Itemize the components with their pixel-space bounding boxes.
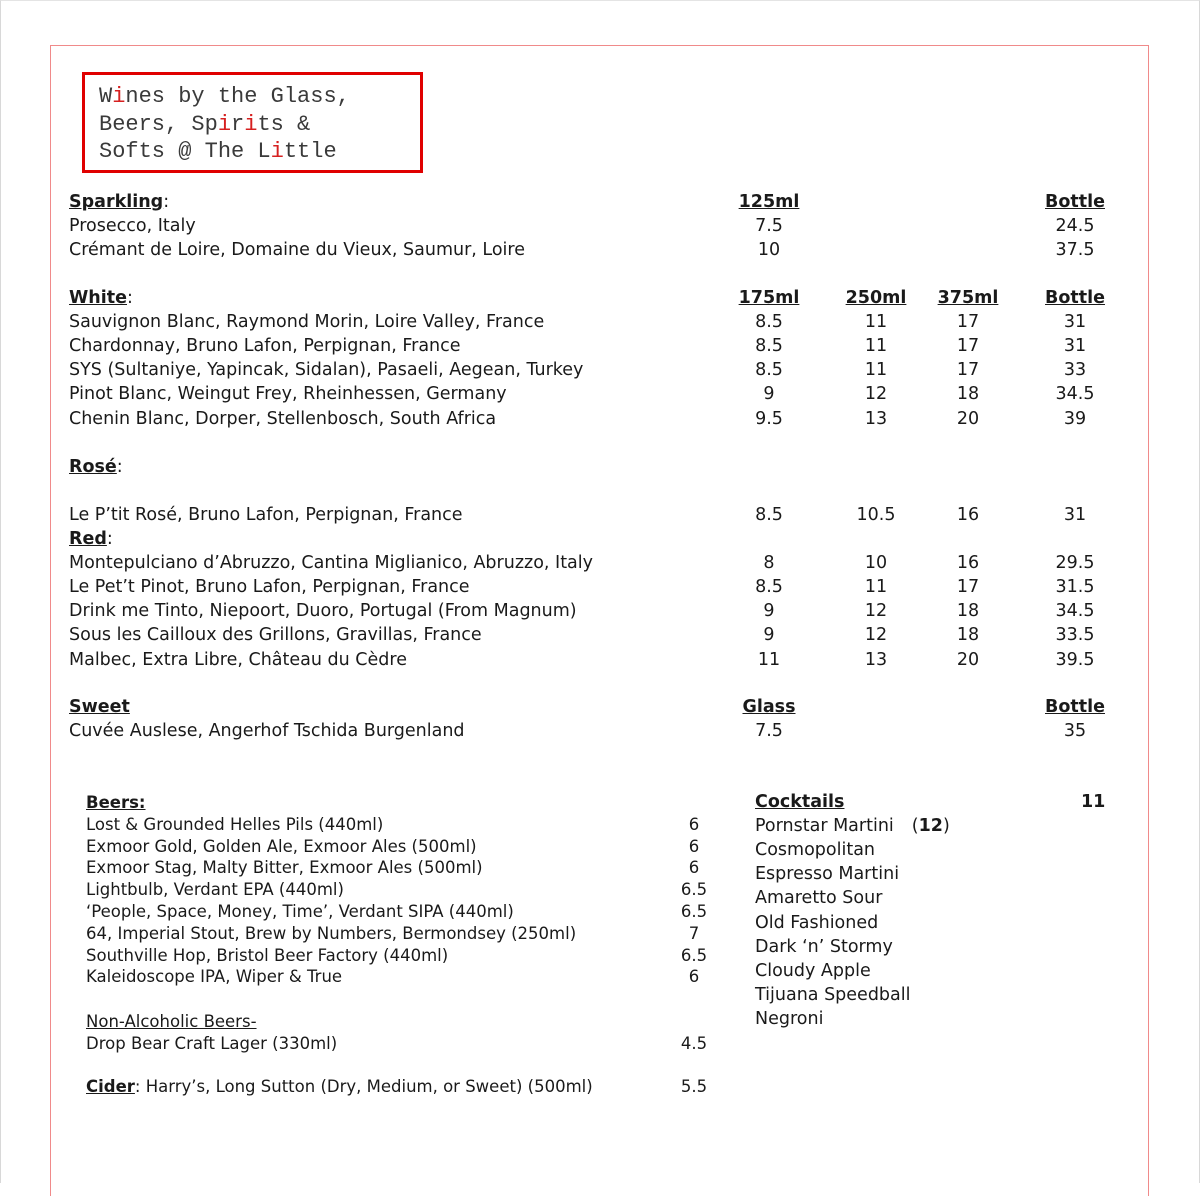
section-header-row	[0, 286, 1200, 310]
wine-row	[0, 310, 1200, 334]
wine-price: 8.5	[755, 360, 783, 381]
section-heading: Sparkling :	[69, 192, 170, 212]
cocktail-row	[755, 983, 910, 1007]
wine-price: 7.5	[755, 721, 783, 742]
column-header: Bottle	[1045, 192, 1105, 212]
title-red-letter: i	[270, 139, 284, 164]
heading-colon: :	[163, 192, 170, 212]
heading-colon: :	[106, 529, 113, 549]
title-red-letter: i	[112, 84, 126, 109]
beer-price: 6.5	[680, 902, 708, 921]
wine-price: 7.5	[755, 216, 783, 237]
wine-price: 39	[1063, 408, 1087, 429]
cocktail-row	[755, 886, 882, 910]
cocktail-name: Cosmopolitan	[755, 840, 876, 861]
beer-price: 7	[688, 923, 700, 943]
beer-price: 6	[688, 967, 700, 987]
beer-name: 64, Imperial Stout, Brew by Numbers, Bermondsey (250ml)	[86, 923, 577, 943]
section-header-row	[0, 190, 1200, 214]
column-header: Bottle	[1045, 288, 1105, 308]
wine-row	[0, 623, 1200, 647]
wine-name: Pinot Blanc, Weingut Frey, Rheinhessen, Germany	[69, 384, 507, 405]
wine-price: 11	[757, 649, 781, 670]
cocktail-extra-price: (12)	[911, 816, 950, 837]
wine-price: 12	[864, 384, 888, 405]
wine-price: 18	[956, 601, 980, 622]
cider-line	[86, 1076, 593, 1098]
cocktails-price: 11	[1081, 792, 1106, 812]
cocktail-extra-value: 12	[918, 816, 943, 837]
cocktail-name: Old Fashioned	[755, 912, 879, 933]
wine-price: 17	[956, 336, 980, 357]
cocktail-name: Cloudy Apple	[755, 960, 871, 981]
title-red-letter: i	[244, 111, 258, 137]
beer-price: 4.5	[680, 1033, 708, 1053]
wine-name: Chardonnay, Bruno Lafon, Perpignan, France	[69, 336, 461, 357]
wine-row	[0, 382, 1200, 406]
cocktail-row	[755, 1007, 823, 1031]
wine-price: 31	[1063, 312, 1087, 333]
beer-price: 6	[688, 836, 700, 856]
wine-name: Malbec, Extra Libre, Château du Cèdre	[69, 649, 407, 670]
wine-row	[0, 334, 1200, 358]
wine-price: 9	[763, 601, 775, 622]
wine-price: 8.5	[755, 505, 783, 526]
cider-text: : Harry’s, Long Sutton (Dry, Medium, or Sweet) (500ml)	[134, 1077, 593, 1096]
wine-price: 31	[1063, 505, 1087, 526]
wine-price: 17	[956, 312, 980, 333]
section-heading: Rosé :	[69, 457, 123, 477]
beers-heading: Beers:	[86, 793, 146, 812]
beer-name: ‘People, Space, Money, Time’, Verdant SIPA (440ml)	[86, 902, 514, 921]
wine-price: 8	[763, 553, 775, 574]
beer-price: 6.5	[680, 945, 708, 965]
cocktail-name: Pornstar Martini	[755, 816, 894, 837]
wine-price: 16	[956, 553, 980, 574]
wine-price: 10	[757, 240, 781, 261]
wine-price: 34.5	[1055, 384, 1095, 405]
wine-row	[0, 358, 1200, 382]
beer-name: Lost & Grounded Helles Pils (440ml)	[86, 814, 384, 834]
non-alcoholic-heading: Non-Alcoholic Beers-	[86, 1012, 257, 1031]
cocktails-heading: Cocktails	[755, 792, 845, 812]
wine-price: 16	[956, 505, 980, 526]
cocktail-name: Amaretto Sour	[755, 888, 883, 909]
cocktail-name: Negroni	[755, 1008, 824, 1029]
beer-name: Exmoor Gold, Golden Ale, Exmoor Ales (500ml)	[86, 836, 477, 856]
column-header: Glass	[742, 697, 796, 717]
beer-price: 6.5	[680, 880, 708, 900]
title-red-letter: i	[217, 111, 232, 137]
column-header: 250ml	[845, 288, 907, 308]
wine-price: 20	[956, 649, 980, 670]
section-heading: Sweet	[69, 697, 130, 717]
wine-price: 9	[763, 625, 775, 646]
cocktail-row	[755, 838, 875, 862]
wine-price: 9	[763, 384, 775, 405]
wine-price: 11	[864, 336, 888, 357]
section-header-row	[0, 455, 1200, 479]
wine-name: Cuvée Auslese, Angerhof Tschida Burgenland	[69, 721, 465, 742]
wine-price: 13	[864, 649, 888, 670]
column-header: Bottle	[1045, 697, 1105, 717]
wine-price: 12	[864, 601, 888, 622]
wine-price: 39.5	[1055, 649, 1095, 670]
wine-name: Le P’tit Rosé, Bruno Lafon, Perpignan, France	[69, 505, 463, 526]
beer-name: Exmoor Stag, Malty Bitter, Exmoor Ales (500ml)	[86, 858, 483, 878]
beer-name: Southville Hop, Bristol Beer Factory (440ml)	[86, 945, 449, 965]
column-header: 175ml	[738, 288, 800, 308]
wine-price: 37.5	[1055, 240, 1095, 261]
wine-price: 20	[956, 408, 980, 429]
wine-price: 33.5	[1055, 625, 1095, 646]
menu-title-box	[82, 72, 423, 173]
wine-price: 8.5	[755, 312, 783, 333]
cider-label: Cider	[86, 1077, 135, 1096]
wine-price: 24.5	[1055, 216, 1095, 237]
wine-price: 17	[956, 360, 980, 381]
cocktail-row	[755, 935, 893, 959]
title-line	[99, 83, 420, 111]
beer-price: 6	[688, 858, 700, 878]
wine-price: 18	[956, 384, 980, 405]
wine-price: 8.5	[755, 336, 783, 357]
wine-row	[0, 551, 1200, 575]
cocktail-name: Espresso Martini	[755, 864, 900, 885]
title-text: W	[99, 84, 113, 109]
heading-colon: :	[116, 457, 123, 477]
wine-name: SYS (Sultaniye, Yapincak, Sidalan), Pasaeli, Aegean, Turkey	[69, 360, 584, 381]
column-header: 125ml	[738, 192, 800, 212]
beer-name: Drop Bear Craft Lager (330ml)	[86, 1033, 338, 1053]
wine-name: Sous les Cailloux des Grillons, Gravillas, France	[69, 625, 482, 646]
section-heading: Red :	[69, 529, 113, 549]
cider-price: 5.5	[680, 1077, 708, 1096]
title-text: r	[231, 111, 245, 137]
heading-colon: :	[127, 288, 133, 308]
title-line	[99, 111, 420, 139]
wine-price: 31	[1063, 336, 1087, 357]
wine-row	[0, 238, 1200, 262]
wine-price: 29.5	[1055, 553, 1095, 574]
cocktails-header	[755, 790, 1105, 814]
cocktail-row	[755, 911, 878, 935]
wine-row	[0, 503, 1200, 527]
wine-price: 33	[1063, 360, 1087, 381]
wine-price: 11	[864, 312, 888, 333]
wine-name: Prosecco, Italy	[69, 216, 196, 237]
section-heading: White :	[69, 288, 133, 308]
wine-name: Crémant de Loire, Domaine du Vieux, Saumur, Loire	[69, 240, 525, 261]
wine-price: 8.5	[755, 577, 783, 598]
wine-row	[0, 599, 1200, 623]
title-text: nes by the Glass,	[125, 84, 350, 109]
wine-price: 11	[864, 577, 888, 598]
wine-row	[0, 407, 1200, 431]
wine-row	[0, 575, 1200, 599]
wine-price: 17	[956, 577, 980, 598]
wine-price: 12	[864, 625, 888, 646]
column-header: 375ml	[937, 288, 999, 308]
wine-price: 31.5	[1055, 577, 1095, 598]
wine-name: Sauvignon Blanc, Raymond Morin, Loire Valley, France	[69, 312, 545, 333]
wine-price: 11	[864, 360, 888, 381]
wine-price: 10.5	[856, 505, 896, 526]
wine-row	[0, 719, 1200, 743]
wine-price: 35	[1063, 721, 1087, 742]
cocktail-name: Tijuana Speedball	[755, 984, 911, 1005]
section-header-row	[0, 527, 1200, 551]
cocktail-row	[755, 814, 950, 838]
beer-name: Lightbulb, Verdant EPA (440ml)	[86, 880, 344, 900]
wine-price: 34.5	[1055, 601, 1095, 622]
cocktail-row	[755, 862, 899, 886]
wine-price: 10	[864, 553, 888, 574]
beer-name: Kaleidoscope IPA, Wiper & True	[86, 967, 343, 987]
title-text: ts &	[257, 111, 311, 137]
wine-price: 18	[956, 625, 980, 646]
wine-price: 9.5	[755, 408, 783, 429]
cocktail-name: Dark ‘n’ Stormy	[755, 936, 893, 957]
wine-price: 13	[864, 408, 888, 429]
title-text: ttle	[283, 139, 337, 164]
cocktail-row	[755, 959, 871, 983]
wine-row	[0, 214, 1200, 238]
title-line	[99, 138, 420, 166]
wine-row	[0, 648, 1200, 672]
section-header-row	[0, 695, 1200, 719]
wine-name: Montepulciano d’Abruzzo, Cantina Miglianico, Abruzzo, Italy	[69, 553, 593, 574]
wine-name: Drink me Tinto, Niepoort, Duoro, Portugal (From Magnum)	[69, 601, 577, 622]
beer-price: 6	[688, 814, 700, 834]
wine-name: Chenin Blanc, Dorper, Stellenbosch, South Africa	[69, 408, 497, 429]
wine-name: Le Pet’t Pinot, Bruno Lafon, Perpignan, France	[69, 577, 470, 598]
title-text: Softs @ The L	[99, 139, 271, 164]
title-text: Beers, Sp	[99, 111, 218, 137]
